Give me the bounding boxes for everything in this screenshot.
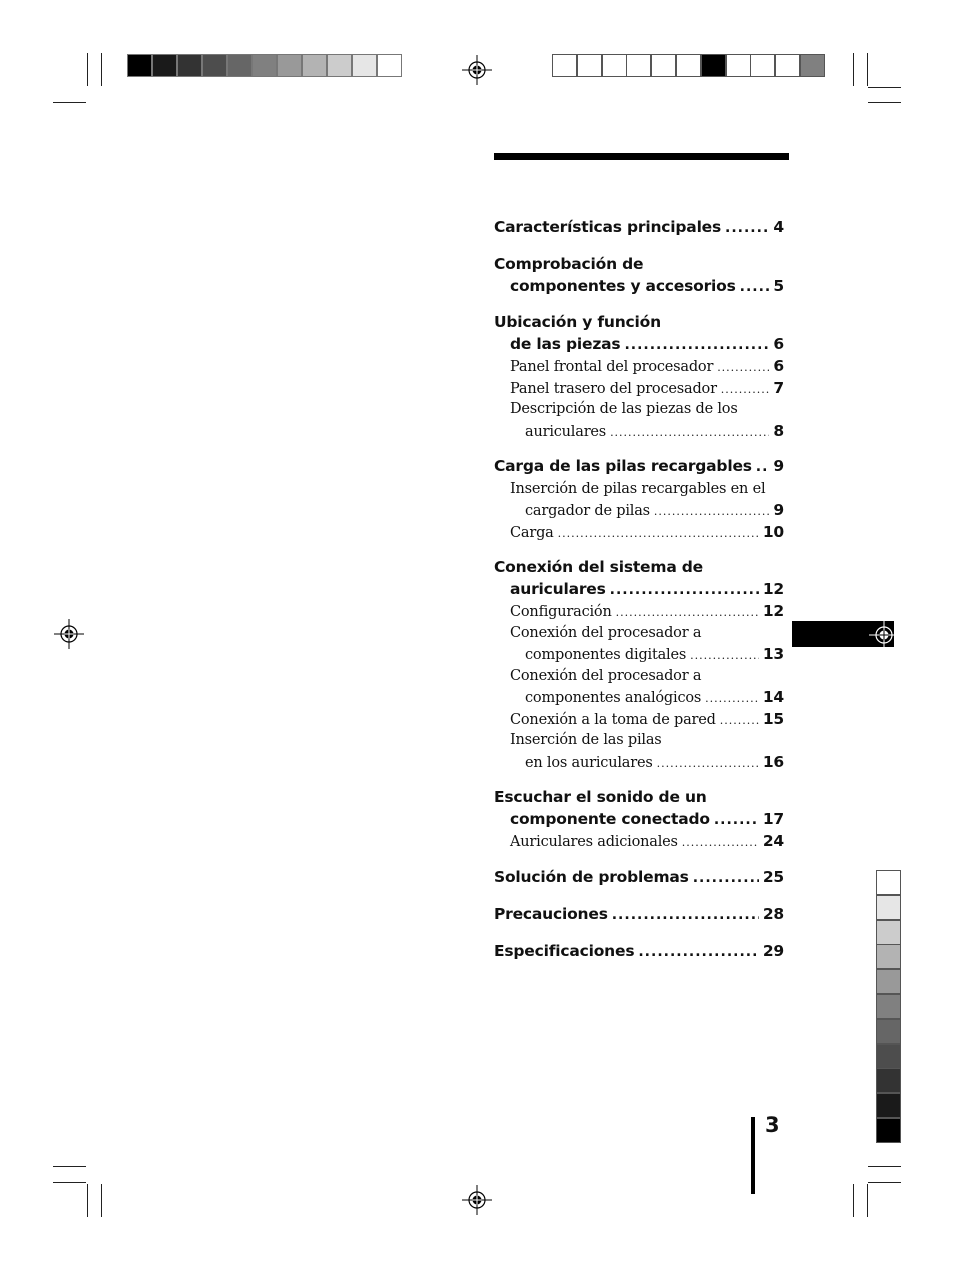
- gray-swatch: [177, 54, 202, 77]
- toc-entry[interactable]: [525, 751, 784, 775]
- gray-swatch: [876, 994, 901, 1019]
- gray-swatch: [726, 54, 751, 77]
- toc-entry-title: componentes digitales: [525, 647, 687, 663]
- toc-entry[interactable]: [525, 420, 784, 444]
- toc-entry-title: Descripción de las piezas de los: [510, 401, 738, 417]
- gray-swatch: [651, 54, 676, 77]
- toc-leader-dots: [558, 523, 759, 545]
- toc-entry[interactable]: [525, 643, 784, 667]
- toc-entry-page: 29: [762, 942, 784, 960]
- gray-swatch: [227, 54, 252, 77]
- gray-swatch: [876, 1093, 901, 1118]
- toc-entry-title: auriculares: [510, 580, 606, 598]
- gray-swatch: [277, 54, 302, 77]
- gray-swatch: [876, 969, 901, 994]
- toc-entry-page: 8: [773, 422, 784, 440]
- gray-swatch: [602, 54, 627, 77]
- toc-entry-title: Panel trasero del procesador: [510, 381, 717, 397]
- toc-entry[interactable]: [510, 578, 784, 601]
- gray-swatch: [876, 1019, 901, 1044]
- toc-entry-title: Conexión del procesador a: [510, 625, 702, 641]
- toc-entry-page: 9: [773, 457, 784, 475]
- gray-swatch: [152, 54, 177, 77]
- toc-entry-title: Carga de las pilas recargables: [494, 457, 752, 475]
- toc-entry-page: 12: [762, 602, 784, 620]
- gray-swatch: [876, 1068, 901, 1093]
- toc-entry[interactable]: [510, 398, 784, 420]
- toc-entry-title: Solución de problemas: [494, 868, 689, 886]
- gray-swatch: [302, 54, 327, 77]
- toc-entry[interactable]: [494, 556, 784, 578]
- toc-entry-page: 15: [762, 710, 784, 728]
- toc-entry-title: Características principales: [494, 218, 722, 236]
- gray-swatch: [202, 54, 227, 77]
- toc-leader-dots: [610, 579, 759, 601]
- toc-entry[interactable]: [510, 622, 784, 644]
- toc-entry-title: en los auriculares: [525, 755, 653, 771]
- registration-mark-icon: [462, 1185, 492, 1215]
- toc-entry-title: de las piezas: [510, 335, 621, 353]
- gray-swatch: [775, 54, 800, 77]
- toc-entry[interactable]: [510, 729, 784, 751]
- toc-entry[interactable]: [525, 686, 784, 710]
- gray-swatch: [552, 54, 577, 77]
- toc-leader-dots: [682, 832, 759, 854]
- toc-entry[interactable]: [494, 253, 784, 275]
- toc-entry[interactable]: [510, 521, 784, 545]
- gray-swatch: [377, 54, 402, 77]
- toc-entry-title: Conexión a la toma de pared: [510, 712, 716, 728]
- toc-leader-dots: [612, 904, 759, 926]
- toc-entry-title: Inserción de las pilas: [510, 732, 662, 748]
- gray-swatch: [750, 54, 775, 77]
- toc-entry[interactable]: [494, 903, 784, 926]
- gray-swatch: [327, 54, 352, 77]
- toc-entry-page: 28: [762, 905, 784, 923]
- registration-mark-icon: [54, 619, 84, 649]
- toc-entry-page: 25: [762, 868, 784, 886]
- toc-entry[interactable]: [510, 665, 784, 687]
- toc-header-bar: [494, 153, 789, 160]
- toc-entry-page: 4: [773, 218, 784, 236]
- page-number-rule: [751, 1117, 755, 1194]
- toc-leader-dots: [756, 456, 770, 478]
- registration-mark-icon: [869, 620, 899, 650]
- toc-entry[interactable]: [510, 600, 784, 624]
- toc-entry[interactable]: [525, 499, 784, 523]
- toc-entry-title: componentes y accesorios: [510, 277, 736, 295]
- toc-leader-dots: [717, 357, 769, 379]
- gray-swatch: [876, 1044, 901, 1069]
- toc-entry-title: componente conectado: [510, 810, 710, 828]
- gray-swatch: [127, 54, 152, 77]
- page-number: 3: [765, 1113, 780, 1137]
- toc-entry-page: 7: [773, 379, 784, 397]
- toc-entry-page: 16: [762, 753, 784, 771]
- toc-entry[interactable]: [510, 355, 784, 379]
- toc-entry-page: 24: [762, 832, 784, 850]
- gray-swatch: [352, 54, 377, 77]
- toc-leader-dots: [705, 688, 759, 710]
- toc-entry[interactable]: [510, 830, 784, 854]
- toc-entry[interactable]: [494, 216, 784, 239]
- toc-entry-title: Conexión del procesador a: [510, 668, 702, 684]
- toc-leader-dots: [624, 334, 769, 356]
- toc-leader-dots: [638, 941, 758, 963]
- gray-swatch: [577, 54, 602, 77]
- toc-entry-page: 12: [762, 580, 784, 598]
- toc-entry-title: Escuchar el sonido de un: [494, 788, 707, 806]
- toc-entry-title: cargador de pilas: [525, 503, 650, 519]
- toc-entry[interactable]: [494, 940, 784, 963]
- toc-entry-title: Inserción de pilas recargables en el: [510, 481, 766, 497]
- toc-entry-title: Especificaciones: [494, 942, 635, 960]
- toc-entry-page: 10: [762, 523, 784, 541]
- toc-entry[interactable]: [494, 455, 784, 478]
- toc-leader-dots: [616, 602, 759, 624]
- toc-entry-page: 13: [762, 645, 784, 663]
- toc-entry-page: 6: [773, 357, 784, 375]
- toc-entry-page: 17: [762, 810, 784, 828]
- toc-leader-dots: [740, 276, 770, 298]
- toc-entry-title: Comprobación de: [494, 255, 644, 273]
- toc-entry-title: auriculares: [525, 424, 607, 440]
- toc-leader-dots: [693, 867, 759, 889]
- toc-entry-title: componentes analógicos: [525, 690, 702, 706]
- gray-swatch: [876, 895, 901, 920]
- gray-swatch: [701, 54, 726, 77]
- gray-swatch: [626, 54, 651, 77]
- toc-entry[interactable]: [510, 478, 784, 500]
- gray-swatch: [876, 920, 901, 945]
- gray-swatch: [676, 54, 701, 77]
- toc-entry-title: Precauciones: [494, 905, 608, 923]
- gray-swatch: [800, 54, 825, 77]
- toc-entry-page: 9: [773, 501, 784, 519]
- toc-entry-title: Conexión del sistema de: [494, 558, 703, 576]
- toc-entry[interactable]: [510, 275, 784, 298]
- toc-entry-title: Carga: [510, 525, 554, 541]
- toc-entry-page: 6: [773, 335, 784, 353]
- toc-entry-page: 14: [762, 688, 784, 706]
- gray-swatch: [876, 870, 901, 895]
- toc-entry-page: 5: [773, 277, 784, 295]
- toc-entry[interactable]: [494, 786, 784, 808]
- toc-entry[interactable]: [494, 311, 784, 333]
- toc-leader-dots: [714, 809, 759, 831]
- toc-leader-dots: [657, 753, 759, 775]
- toc-leader-dots: [610, 422, 769, 444]
- toc-entry[interactable]: [510, 808, 784, 831]
- toc-entry[interactable]: [510, 333, 784, 356]
- toc-entry-title: Panel frontal del procesador: [510, 359, 714, 375]
- toc-leader-dots: [725, 217, 769, 239]
- toc-entry[interactable]: [494, 866, 784, 889]
- registration-mark-icon: [462, 55, 492, 85]
- toc-leader-dots: [654, 501, 770, 523]
- gray-swatch: [876, 1118, 901, 1143]
- gray-swatch: [876, 944, 901, 969]
- toc-entry-title: Configuración: [510, 604, 612, 620]
- gray-swatch: [252, 54, 277, 77]
- toc-entry-title: Ubicación y función: [494, 313, 661, 331]
- toc-entry-title: Auriculares adicionales: [510, 834, 678, 850]
- toc-leader-dots: [690, 645, 759, 667]
